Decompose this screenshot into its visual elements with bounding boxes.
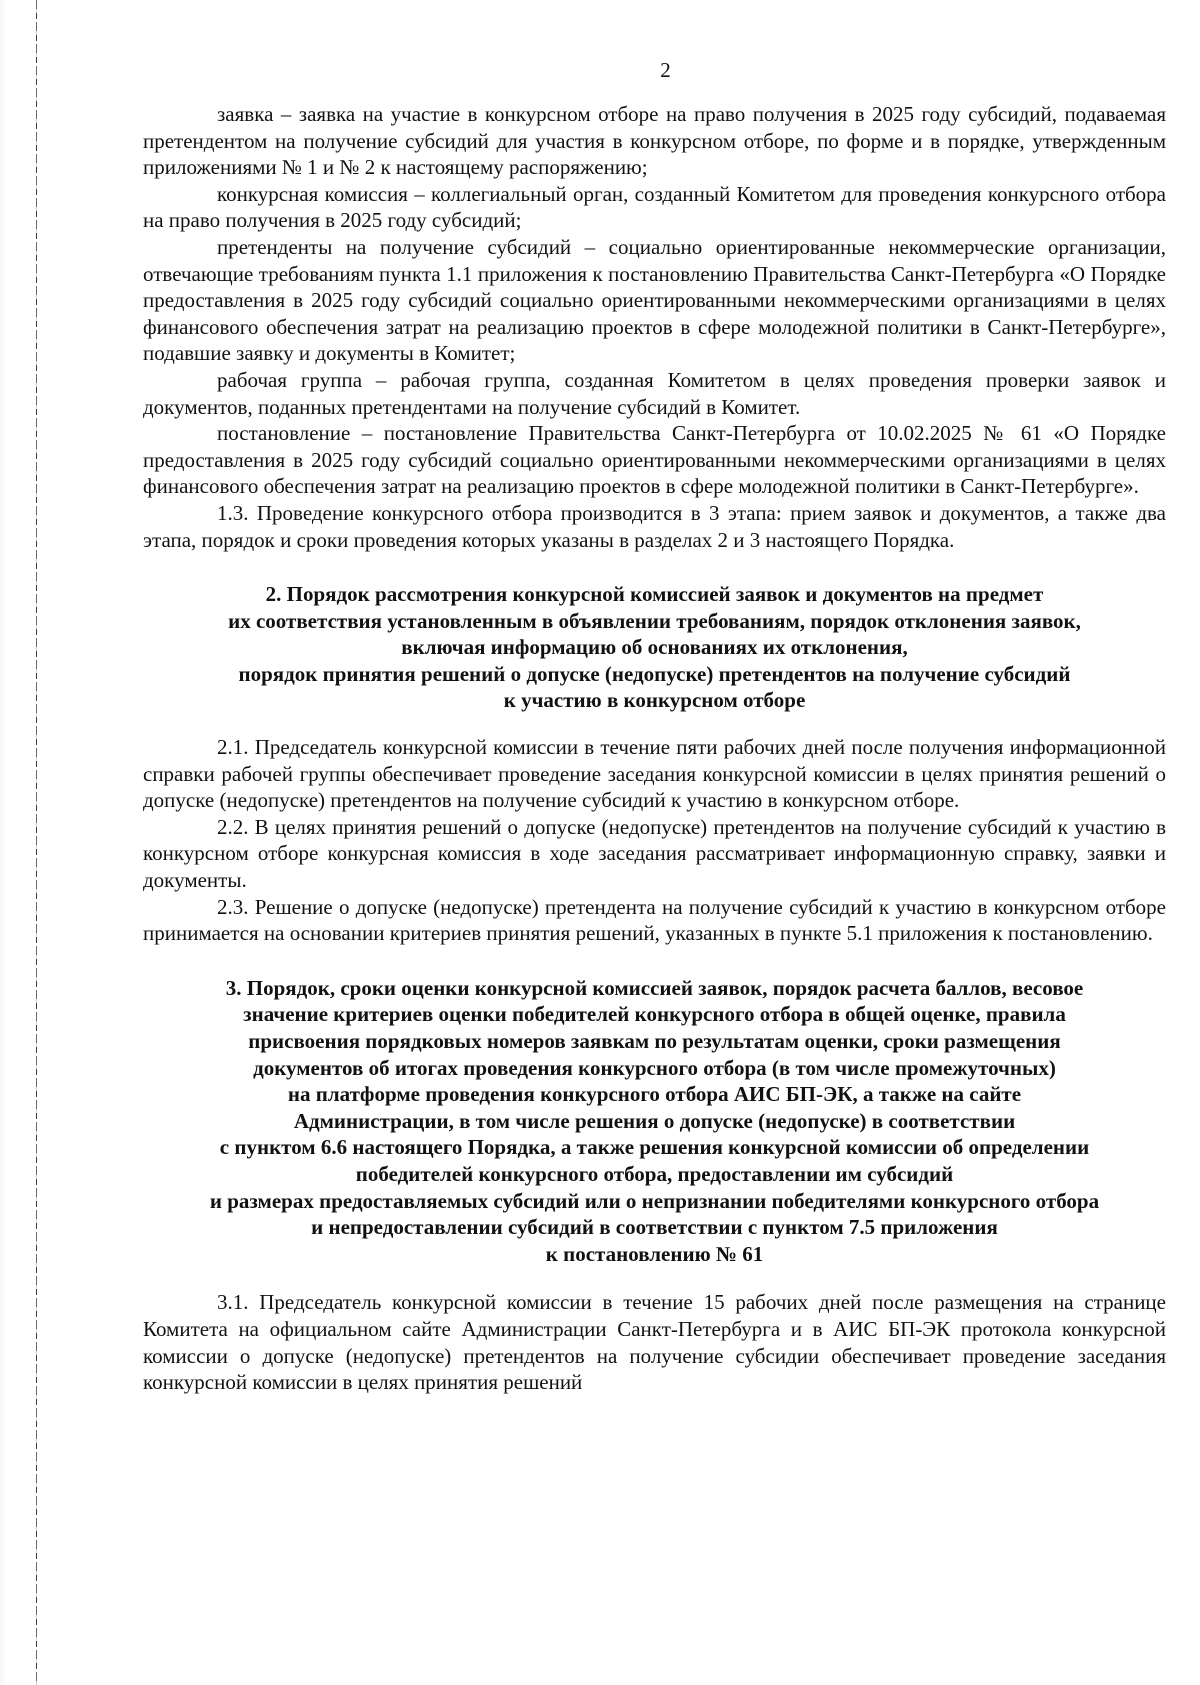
section-3-heading-line: с пунктом 6.6 настоящего Порядка, а также решения конкурсной комиссии об определении [219,1135,1090,1160]
clause-3-1: 3.1. Председатель конкурсной комиссии в течение 15 рабочих дней после размещения на странице Комитета на официальном сайте Администрации Санкт-Петербурга и в АИС БП-ЭК протокола конкурсной комиссии о допуске (недопуске) претендентов на получение субсидии обеспечивает проведение заседания конкурсной комиссии в целях принятия решений [143,1290,1166,1395]
section-3-heading-line: победителей конкурсного отбора, предоставлении им субсидий [355,1161,954,1186]
section-3-heading-line: присвоения порядковых номеров заявкам по результатам оценки, сроки размещения [248,1029,1061,1053]
section-3-heading-line: значение критериев оценки победителей конкурсного отбора в общей оценке, правила [243,1002,1066,1027]
section-2-heading-line: включая информацию об основаниях их отклонения, [401,635,908,660]
section-2-heading-line: к участию в конкурсном отборе [503,688,806,713]
scan-binding-edge [0,0,22,1685]
definition-competition-commission: конкурсная комиссия – коллегиальный орган, созданный Комитетом для проведения конкурсного отбора на право получения в 2025 году субсидий; [143,181,1166,233]
definition-working-group: рабочая группа – рабочая группа, созданная Комитетом в целях проведения проверки заявок и документов, поданных претендентами на получение субсидий в Комитет. [143,367,1166,419]
section-2-heading [143,581,1166,714]
clause-2-1: 2.1. Председатель конкурсной комиссии в течение пяти рабочих дней после получения информационной справки рабочей группы обеспечивает проведение заседания конкурсной комиссии в целях принятия решений о допуске (недопуске) претендентов на получение субсидий к участию в конкурсном отборе. [143,735,1166,813]
definition-applicants: претенденты на получение субсидий – социально ориентированные некоммерческие организации, отвечающие требованиям пункта 1.1 приложения к постановлению Правительства Санкт-Петербурга «О Порядке предоставления в 2025 году субсидий социально ориентированными некоммерческими организациями в целях финансового обеспечения затрат на реализацию проектов в сфере молодежной политики в Санкт-Петербурге», подавшие заявку и документы в Комитет; [143,234,1166,366]
section-2-heading-line: их соответствия установленным в объявлении требованиям, порядок отклонения заявок, [228,608,1081,633]
section-3-heading-line: и размерах предоставляемых субсидий или о непризнании победителями конкурсного отбора [209,1188,1100,1213]
section-3-heading-line: документов об итогах проведения конкурсного отбора (в том числе промежуточных) [253,1055,1056,1080]
clause-1-3: 1.3. Проведение конкурсного отбора производится в 3 этапа: прием заявок и документов, а также два этапа, порядок и сроки проведения которых указаны в разделах 2 и 3 настоящего Порядка. [143,500,1166,552]
section-2-heading-line: порядок принятия решений о допуске (недопуске) претендентов на получение субсидий [238,661,1071,686]
definition-application: заявка – заявка на участие в конкурсном отборе на право получения в 2025 году субсидий, подаваемая претендентом на получение субсидий для участия в конкурсном отборе, по форме и в порядке, утвержденным приложениями № 1 и № 2 к настоящему распоряжению; [143,102,1166,180]
page-number: 2 [660,58,671,82]
document-page [143,58,1166,1396]
section-2-heading-line: 2. Порядок рассмотрения конкурсной комиссией заявок и документов на предмет [265,582,1044,607]
section-3-heading [143,975,1166,1268]
section-3-heading-line: 3. Порядок, сроки оценки конкурсной комиссией заявок, порядок расчета баллов, весовое [225,975,1084,1000]
definition-resolution: постановление – постановление Правительства Санкт-Петербурга от 10.02.2025 № 61 «О Порядке предоставления в 2025 году субсидий социально ориентированными некоммерческими организациями в целях финансового обеспечения затрат на реализацию проектов в сфере молодежной политики в Санкт-Петербурге». [143,421,1166,499]
clause-2-2: 2.2. В целях принятия решений о допуске (недопуске) претендентов на получение субсидий к участию в конкурсном отборе конкурсная комиссия в ходе заседания рассматривает информационную справку, заявки и документы. [143,814,1166,893]
section-3-heading-line: на платформе проведения конкурсного отбора АИС БП-ЭК, а также на сайте [287,1082,1022,1107]
section-3-heading-line: к постановлению № 61 [545,1241,764,1266]
section-3-heading-line: и непредоставлении субсидий в соответствии с пунктом 7.5 приложения [311,1215,998,1240]
section-3-heading-line: Администрации, в том числе решения о допуске (недопуске) в соответствии [293,1108,1016,1133]
clause-2-3: 2.3. Решение о допуске (недопуске) претендента на получение субсидий к участию в конкурсном отборе принимается на основании критериев принятия решений, указанных в пункте 5.1 приложения к постановлению. [143,894,1166,946]
